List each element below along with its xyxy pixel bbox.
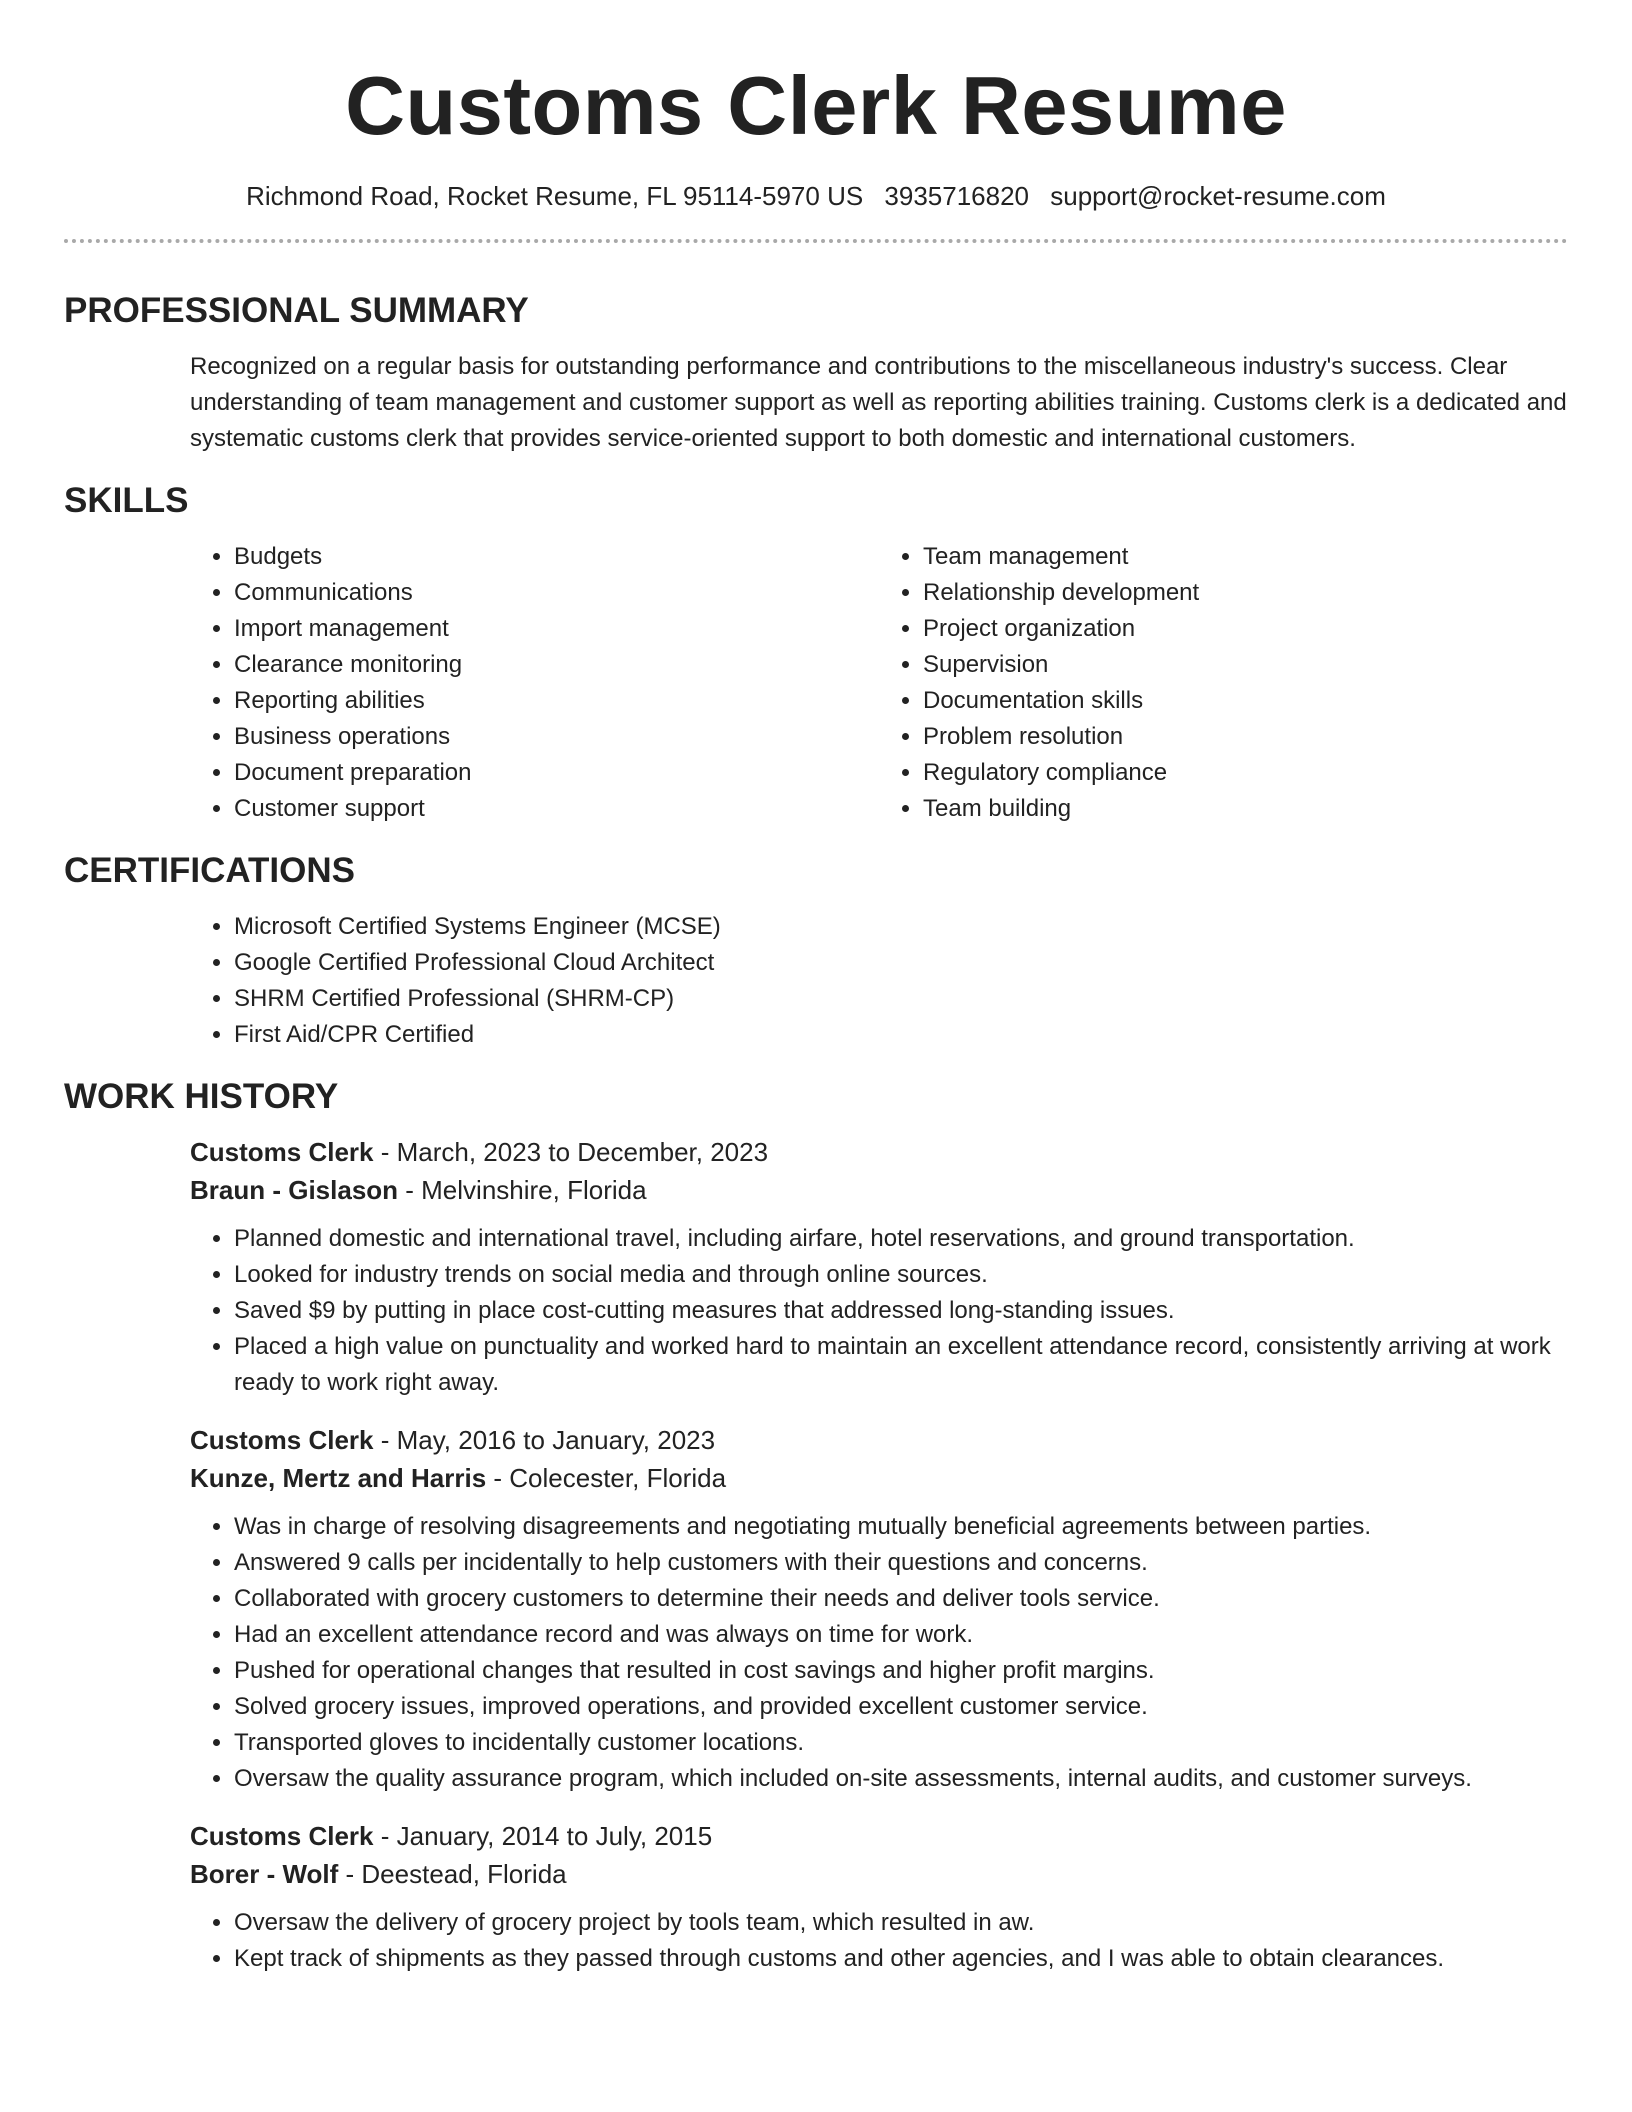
job-bullet: • Oversaw the delivery of grocery project by tools team, which resulted in aw. [234, 1905, 1568, 1941]
header-divider [64, 239, 1568, 243]
skills-heading: SKILLS [64, 481, 189, 520]
skill-item: • Supervision [923, 647, 1568, 683]
job-bullet: • Collaborated with grocery customers to determine their needs and deliver tools service. [234, 1581, 1568, 1617]
job-bullet: • Was in charge of resolving disagreements and negotiating mutually beneficial agreements between parties. [234, 1509, 1568, 1545]
summary-section [190, 349, 1568, 457]
skill-item: • Regulatory compliance [923, 755, 1568, 791]
job-company-line [190, 1459, 1568, 1497]
certification-item: • First Aid/CPR Certified [234, 1017, 1568, 1053]
job-entry [190, 1421, 1568, 1797]
job-title-line [190, 1421, 1568, 1459]
skill-item: • Project organization [923, 611, 1568, 647]
job-location: - Colecester, Florida [486, 1463, 727, 1493]
contact-phone: 3935716820 [884, 181, 1030, 211]
certifications-list [190, 909, 1568, 1053]
skill-item: • Relationship development [923, 575, 1568, 611]
job-bullet: • Placed a high value on punctuality and worked hard to maintain an excellent attendance record, consistently arriving at work ready to work right away. [234, 1329, 1568, 1401]
job-bullet: • Looked for industry trends on social media and through online sources. [234, 1257, 1568, 1293]
certifications-section [190, 909, 1568, 1053]
job-company-line [190, 1171, 1568, 1209]
job-company: Kunze, Mertz and Harris [190, 1463, 487, 1493]
certification-item: • SHRM Certified Professional (SHRM-CP) [234, 981, 1568, 1017]
job-bullets [190, 1509, 1568, 1797]
job-entry [190, 1817, 1568, 1977]
skills-list-left [190, 539, 879, 827]
skills-list-right [879, 539, 1568, 827]
job-bullets [190, 1221, 1568, 1401]
job-bullet: • Saved $9 by putting in place cost-cutting measures that addressed long-standing issues. [234, 1293, 1568, 1329]
skills-section [190, 539, 1568, 827]
job-title: Customs Clerk [190, 1425, 374, 1455]
job-title-line [190, 1133, 1568, 1171]
contact-address: Richmond Road, Rocket Resume, FL 95114-5970 US [246, 181, 864, 211]
skill-item: • Team building [923, 791, 1568, 827]
skill-item: • Import management [234, 611, 879, 647]
skill-item: • Team management [923, 539, 1568, 575]
certification-item: • Microsoft Certified Systems Engineer (MCSE) [234, 909, 1568, 945]
job-dates: - May, 2016 to January, 2023 [373, 1425, 716, 1455]
skill-item: • Budgets [234, 539, 879, 575]
job-bullet: • Transported gloves to incidentally customer locations. [234, 1725, 1568, 1761]
work-history-section [190, 1133, 1568, 1977]
job-bullet: • Oversaw the quality assurance program, which included on-site assessments, internal audits, and customer surveys. [234, 1761, 1568, 1797]
job-location: - Deestead, Florida [338, 1859, 567, 1889]
job-dates: - March, 2023 to December, 2023 [373, 1137, 769, 1167]
skill-item: • Documentation skills [923, 683, 1568, 719]
job-dates: - January, 2014 to July, 2015 [373, 1821, 713, 1851]
skill-item: • Customer support [234, 791, 879, 827]
job-bullet: • Pushed for operational changes that resulted in cost savings and higher profit margins. [234, 1653, 1568, 1689]
job-bullet: • Planned domestic and international travel, including airfare, hotel reservations, and ground transportation. [234, 1221, 1568, 1257]
job-company: Braun - Gislason [190, 1175, 399, 1205]
job-bullet: • Had an excellent attendance record and was always on time for work. [234, 1617, 1568, 1653]
job-location: - Melvinshire, Florida [398, 1175, 647, 1205]
job-bullet: • Answered 9 calls per incidentally to help customers with their questions and concerns. [234, 1545, 1568, 1581]
certification-item: • Google Certified Professional Cloud Architect [234, 945, 1568, 981]
skill-item: • Business operations [234, 719, 879, 755]
certifications-heading: CERTIFICATIONS [64, 851, 356, 890]
summary-heading: PROFESSIONAL SUMMARY [64, 291, 529, 330]
skill-item: • Communications [234, 575, 879, 611]
skill-item: • Clearance monitoring [234, 647, 879, 683]
job-title: Customs Clerk [190, 1821, 374, 1851]
job-bullets [190, 1905, 1568, 1977]
job-bullet: • Solved grocery issues, improved operations, and provided excellent customer service. [234, 1689, 1568, 1725]
job-title-line [190, 1817, 1568, 1855]
job-bullet: • Kept track of shipments as they passed through customs and other agencies, and I was able to obtain clearances. [234, 1941, 1568, 1977]
contact-line [64, 180, 1568, 212]
job-entry [190, 1133, 1568, 1401]
skill-item: • Problem resolution [923, 719, 1568, 755]
job-company-line [190, 1855, 1568, 1893]
skill-item: • Document preparation [234, 755, 879, 791]
resume-title: Customs Clerk Resume [345, 59, 1287, 152]
job-title: Customs Clerk [190, 1137, 374, 1167]
skill-item: • Reporting abilities [234, 683, 879, 719]
job-company: Borer - Wolf [190, 1859, 339, 1889]
summary-text: Recognized on a regular basis for outstanding performance and contributions to the miscellaneous industry's success. Clear understanding of team management and customer support as well as reporting abilities training. Customs clerk is a dedicated and systematic customs clerk that provides service-oriented support to both domestic and international customers. [190, 353, 1567, 452]
work-history-heading: WORK HISTORY [64, 1077, 339, 1116]
contact-email: support@rocket-resume.com [1050, 181, 1386, 211]
